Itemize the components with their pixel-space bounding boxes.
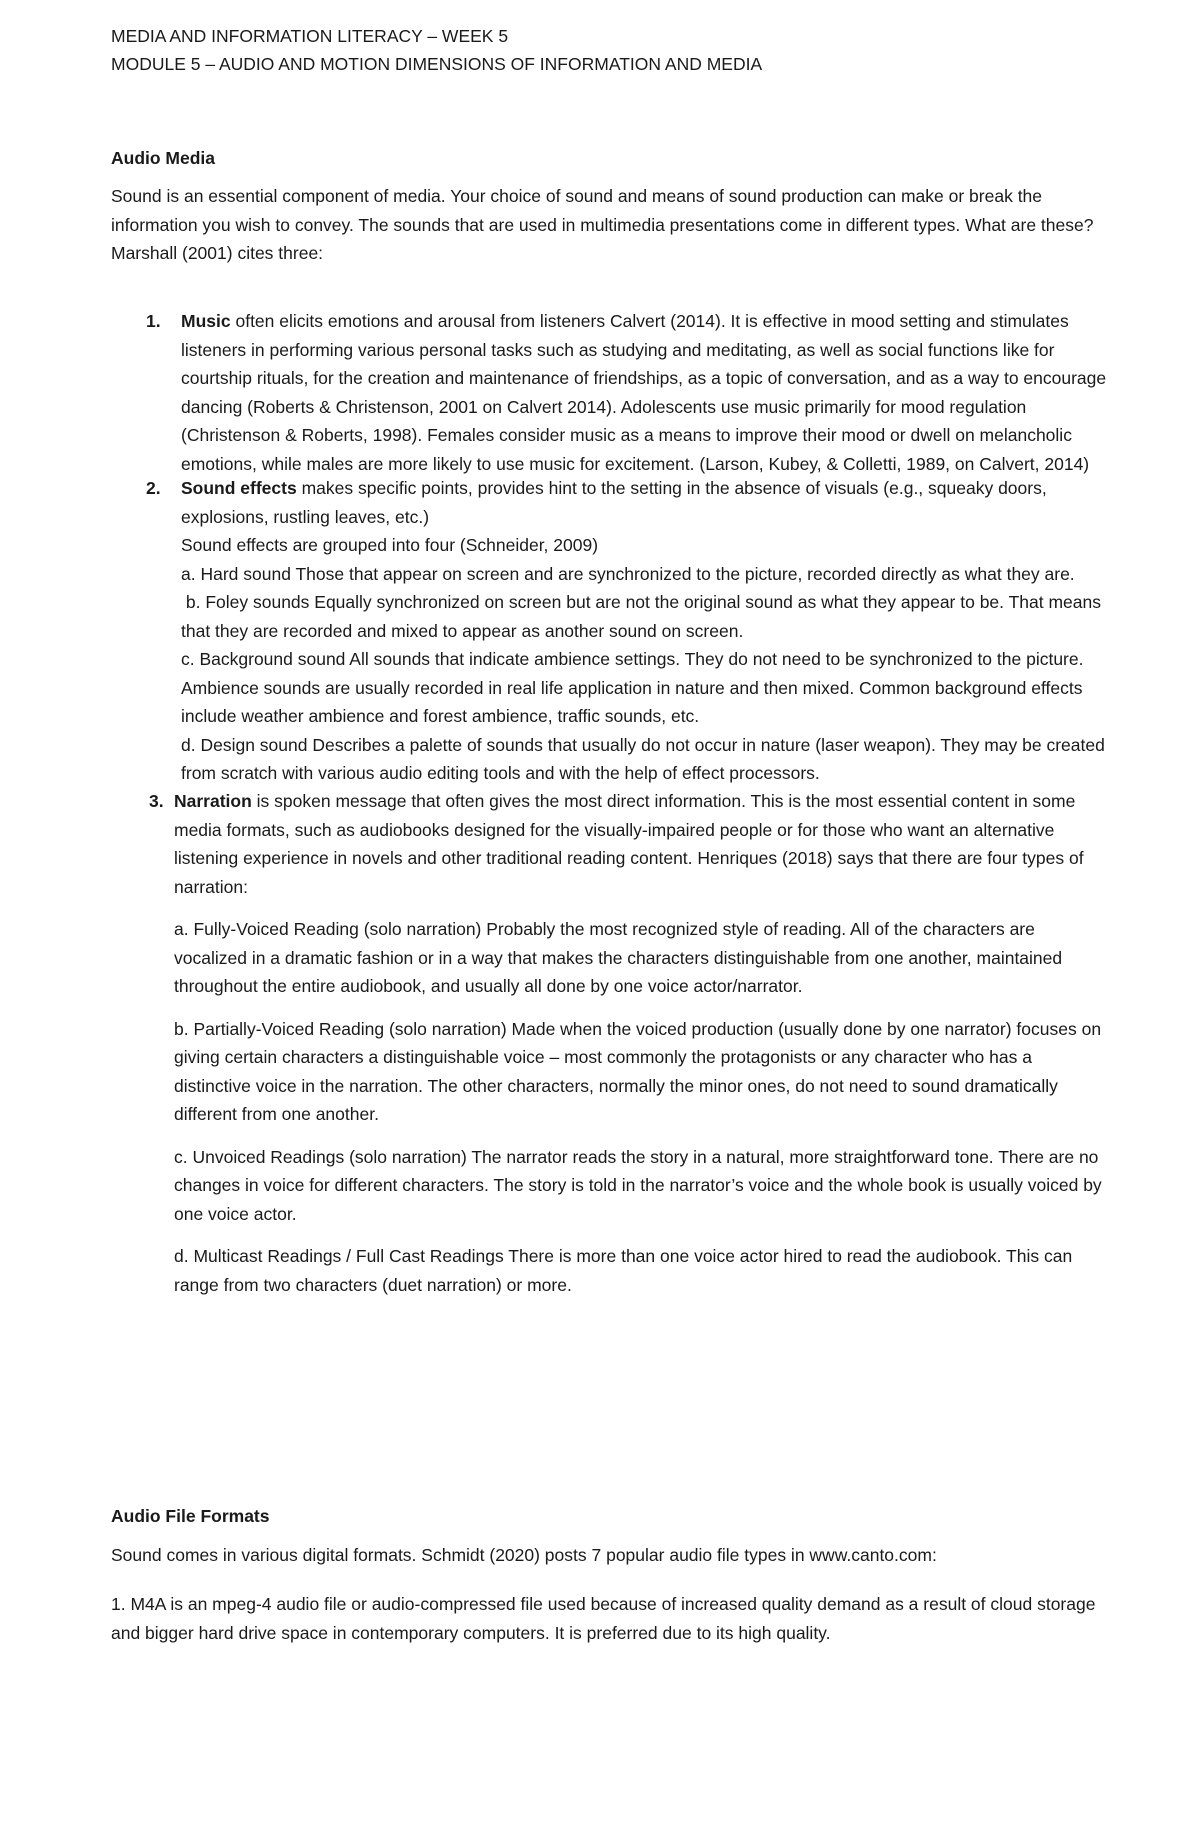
sound-effects-description (181, 474, 1111, 531)
sound-effect-design: d. Design sound Describes a palette of sounds that usually do not occur in nature (laser weapon). They may be created from scratch with various audio editing tools and with the help of effect processors. (181, 734, 1105, 783)
sound-effects-term: Sound effects (181, 478, 297, 498)
sound-effect-hard: a. Hard sound Those that appear on screen and are synchronized to the picture, recorded directly as what they are. (181, 563, 1075, 584)
list-number-3: 3. (149, 791, 164, 811)
audio-file-formats-intro: Sound comes in various digital formats. Schmidt (2020) posts 7 popular audio file types in www.canto.com: (111, 1545, 937, 1565)
audio-file-formats-heading: Audio File Formats (111, 1506, 270, 1526)
narration-description (174, 787, 1111, 901)
sound-effects-grouped: Sound effects are grouped into four (Schneider, 2009) (181, 535, 599, 555)
narration-text: is spoken message that often gives the most direct information. This is the most essential content in some media formats, such as audiobooks designed for the visually-impaired people or for those who want an alternative listening experience in novels and other traditional reading content. Henriques (2018) says that there are four types of narration: (174, 791, 1084, 897)
sound-effect-foley: b. Foley sounds Equally synchronized on screen but are not the original sound as what they appear to be. That means that they are recorded and mixed to appear as another sound on screen. (181, 592, 1106, 641)
list-item-narration (111, 787, 1111, 1299)
list-number-1: 1. (146, 311, 161, 331)
sound-effect-background: c. Background sound All sounds that indicate ambience settings. They do not need to be synchronized to the picture. Ambience sounds are usually recorded in real life application in nature and then mixed. Common background effects include weather ambience and forest ambience, traffic sounds, etc. (181, 649, 1084, 726)
music-description (181, 307, 1111, 478)
music-term: Music (181, 311, 231, 331)
document-header-module: MODULE 5 – AUDIO AND MOTION DIMENSIONS OF INFORMATION AND MEDIA (111, 54, 763, 74)
audio-media-heading: Audio Media (111, 148, 216, 168)
sound-effects-body (181, 474, 1111, 788)
audio-media-intro: Sound is an essential component of media. Your choice of sound and means of sound production can make or break the information you wish to convey. The sounds that are used in multimedia presentations come in different types. What are these? Marshall (2001) cites three: (111, 186, 1094, 263)
narration-type-partially-voiced: b. Partially-Voiced Reading (solo narration) Made when the voiced production (usually done by one narrator) focuses on giving certain characters a distinguishable voice – most commonly the protagonists or any character who has a distinctive voice in the narration. The other characters, normally the minor ones, do not need to sound dramatically different from one another. (174, 1018, 1102, 1124)
list-item-music (111, 307, 1111, 478)
sound-effects-text: makes specific points, provides hint to the setting in the absence of visuals (e.g., squeaky doors, explosions, rustling leaves, etc.) (181, 478, 1047, 527)
list-number-2: 2. (146, 478, 161, 498)
music-text: often elicits emotions and arousal from listeners Calvert (2014). It is effective in mood setting and stimulates listeners in performing various personal tasks such as studying and meditating, as well as social functions like for courtship rituals, for the creation and maintenance of friendships, as a topic of conversation, and as a way to encourage dancing (Roberts & Christenson, 2001 on Calvert 2014). Adolescents use music primarily for mood regulation (Christenson & Roberts, 1998). Females consider music as a means to improve their mood or dwell on melancholic emotions, while males are more likely to use music for excitement. (Larson, Kubey, & Colletti, 1989, on Calvert, 2014) (181, 311, 1107, 474)
document-header-course: MEDIA AND INFORMATION LITERACY – WEEK 5 (111, 26, 509, 46)
narration-type-unvoiced: c. Unvoiced Readings (solo narration) The narrator reads the story in a natural, more straightforward tone. There are no changes in voice for different characters. The story is told in the narrator’s voice and the whole book is usually voiced by one voice actor. (174, 1146, 1102, 1224)
narration-term: Narration (174, 791, 252, 811)
list-item-sound-effects (111, 474, 1111, 788)
audio-file-format-m4a: 1. M4A is an mpeg-4 audio file or audio-compressed file used because of increased quality demand as a result of cloud storage and bigger hard drive space in contemporary computers. It is preferred due to its high quality. (111, 1594, 1096, 1643)
narration-type-fully-voiced: a. Fully-Voiced Reading (solo narration) Probably the most recognized style of reading. All of the characters are vocalized in a dramatic fashion or in a way that makes the characters distinguishable from one another, maintained throughout the entire audiobook, and usually all done by one voice actor/narrator. (174, 919, 1063, 996)
narration-body (174, 787, 1111, 1299)
narration-type-multicast: d. Multicast Readings / Full Cast Readings There is more than one voice actor hired to read the audiobook. This can range from two characters (duet narration) or more. (174, 1246, 1073, 1295)
